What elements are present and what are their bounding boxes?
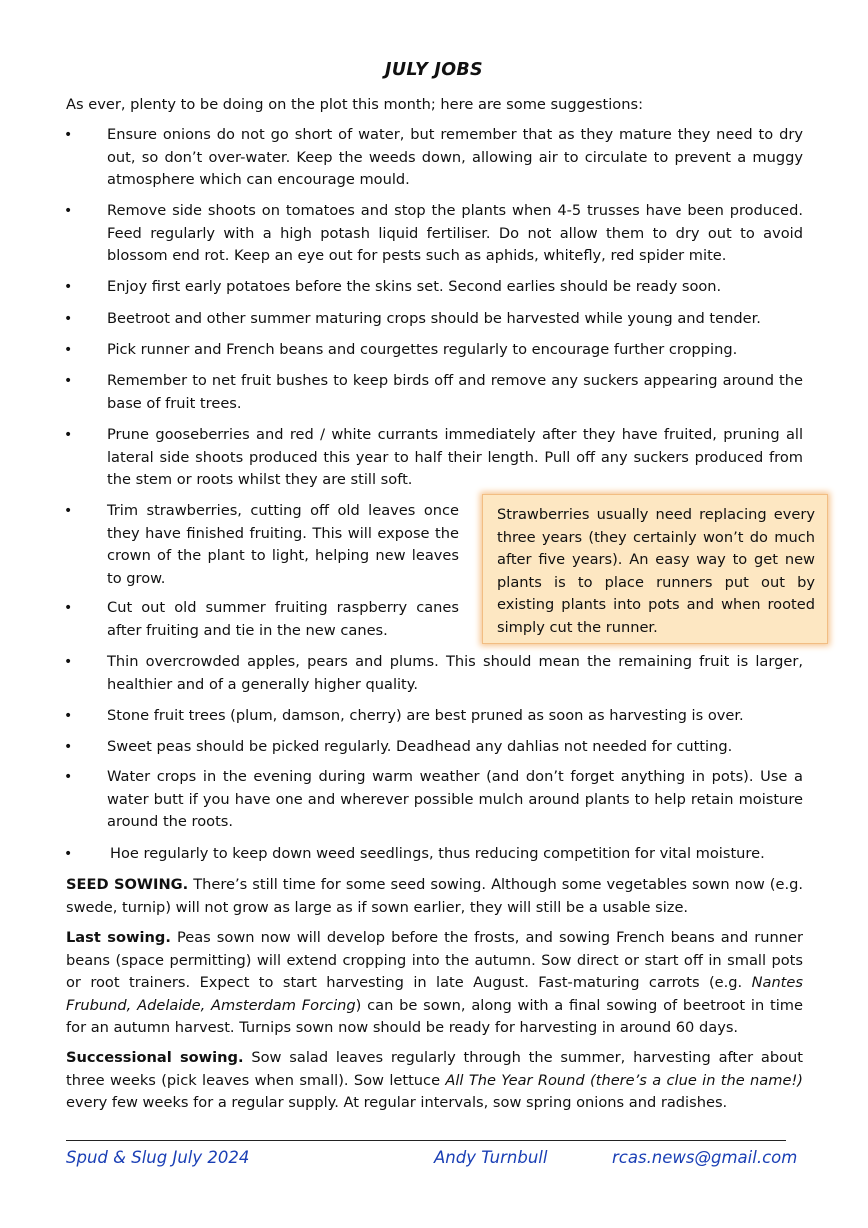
last-sowing-heading: Last sowing. [66,929,171,946]
bullet-glyph: • [64,311,73,327]
list-item-text: Trim strawberries, cutting off old leaves once they have finished fruiting. This will expose the crown of the plant to light, helping new leaves to grow. [107,502,459,587]
page-title: JULY JOBS [385,60,483,80]
bullet-glyph: • [64,427,73,443]
list-item-text: Prune gooseberries and red / white currants immediately after they have fruited, pruning all lateral side shoots produced this year to half their length. Pull off any suckers produced from the stem or roots whilst they are still soft. [107,426,803,488]
bullet-glyph: • [64,373,73,389]
list-item-text: Remember to net fruit bushes to keep birds off and remove any suckers appearing around the base of fruit trees. [107,372,803,412]
successional-sowing-text-end: every few weeks for a regular supply. At regular intervals, sow spring onions and radishes. [66,1094,728,1111]
seed-sowing-heading: SEED SOWING. [66,876,189,893]
footer-divider [66,1140,786,1141]
bullet-glyph: • [64,279,73,295]
list-item-text: Remove side shoots on tomatoes and stop the plants when 4-5 trusses have been produced. Feed regularly with a high potash liquid fertiliser. Do not allow them to dry out to avoid blossom end rot. Keep an eye out for pests such as aphids, whitefly, red spider mite. [107,202,803,264]
list-item-text: Enjoy first early potatoes before the skins set. Second earlies should be ready soon. [107,278,722,295]
bullet-glyph: • [64,846,73,862]
strawberry-callout-box: Strawberries usually need replacing every three years (they certainly won’t do much after five years). An easy way to get new plants is to place runners put out by existing plants into pots and when rooted simply cut the runner. [482,494,828,644]
list-item-text: Ensure onions do not go short of water, but remember that as they mature they need to dry out, so don’t over-water. Keep the weeds down, allowing air to circulate to prevent a muggy atmosphere which can encourage mould. [107,126,803,188]
list-item-text: Water crops in the evening during warm weather (and don’t forget anything in pots). Use a water butt if you have one and wherever possible mulch around plants to help retain moisture around the roots. [107,768,803,830]
carrot-varieties: Nantes Frubund, Adelaide, Amsterdam Forcing [66,974,803,1014]
list-item-text: Cut out old summer fruiting raspberry canes after fruiting and tie in the new canes. [107,599,459,639]
list-item-text: Sweet peas should be picked regularly. Deadhead any dahlias not needed for cutting. [107,738,733,755]
successional-sowing-heading: Successional sowing. [66,1049,244,1066]
footer-email: rcas.news@gmail.com [612,1148,798,1167]
last-sowing-paragraph [66,927,803,1040]
list-item-text: Pick runner and French beans and courgettes regularly to encourage further cropping. [107,341,738,358]
list-item-text: Thin overcrowded apples, pears and plums. This should mean the remaining fruit is larger, healthier and of a generally higher quality. [107,653,803,693]
bullet-glyph: • [64,342,73,358]
bullet-glyph: • [64,600,73,616]
bullet-glyph: • [64,503,73,519]
footer-author: Andy Turnbull [434,1148,548,1167]
footer-publication: Spud & Slug July 2024 [66,1148,250,1167]
bullet-glyph: • [64,769,73,785]
successional-sowing-text: Sow salad leaves regularly through the summer, harvesting after about three weeks (pick leaves when small). Sow lettuce [66,1049,804,1089]
bullet-glyph: • [64,739,73,755]
bullet-glyph: • [64,127,73,143]
last-sowing-text-end: ) can be sown, along with a final sowing of beetroot in time for an autumn harvest. Turnips sown now should be ready for harvesting in around 60 days. [66,996,803,1036]
seed-sowing-text: There’s still time for some seed sowing. Although some vegetables sown now (e.g. swede, turnip) will not grow as large as if sown earlier, they will still be a usable size. [66,876,803,916]
seed-sowing-paragraph [66,874,803,919]
last-sowing-text: Peas sown now will develop before the frosts, and sowing French beans and runner beans (space permitting) will extend cropping into the autumn. Sow direct or start off in small pots or root trainers. Expect to start harvesting in late August. Fast-maturing carrots (e.g. [66,929,803,991]
list-item-text: Beetroot and other summer maturing crops should be harvested while young and tender. [107,310,761,327]
intro-text: As ever, plenty to be doing on the plot this month; here are some suggestions: [66,96,643,113]
lettuce-variety: All The Year Round (there’s a clue in the name!) [445,1071,803,1089]
bullet-glyph: • [64,203,73,219]
list-item-text: Stone fruit trees (plum, damson, cherry) are best pruned as soon as harvesting is over. [107,707,744,724]
bullet-glyph: • [64,708,73,724]
list-item-text: Hoe regularly to keep down weed seedlings, thus reducing competition for vital moisture. [110,845,765,862]
successional-sowing-paragraph [66,1047,803,1115]
bullet-glyph: • [64,654,73,670]
